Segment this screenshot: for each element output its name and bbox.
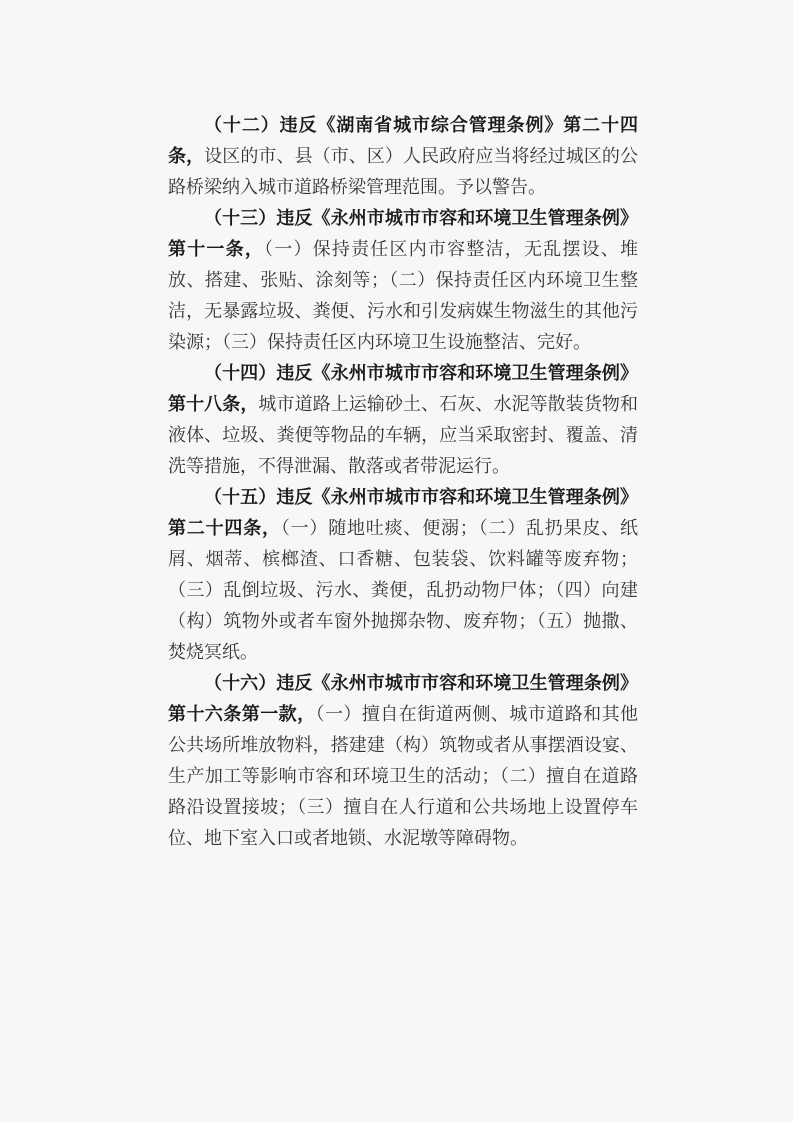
paragraph-12-lead: （十二）违反《湖南省城市综合管理条例》第二十四条， xyxy=(168,115,638,167)
paragraph-14-lead: （十四）违反《永州市城市市容和环境卫生管理条例》第十八条， xyxy=(168,363,638,415)
paragraph-16-lead: （十六）违反《永州市城市市容和环境卫生管理条例》第十六条第一款， xyxy=(168,673,638,725)
paragraph-13 xyxy=(168,203,638,358)
paragraph-15 xyxy=(168,482,638,668)
document-body xyxy=(168,110,638,854)
paragraph-14 xyxy=(168,358,638,482)
paragraph-16 xyxy=(168,668,638,854)
paragraph-13-body: （一）保持责任区内市容整洁，无乱摆设、堆放、搭建、张贴、涂刻等；（二）保持责任区内环境卫生整洁，无暴露垃圾、粪便、污水和引发病媒生物滋生的其他污染源；（三）保持责任区内环境卫生设施整洁、完好。 xyxy=(168,239,639,353)
paragraph-13-lead: （十三）违反《永州市城市市容和环境卫生管理条例》第十一条， xyxy=(168,208,638,260)
paragraph-14-body: 城市道路上运输砂土、石灰、水泥等散装货物和液体、垃圾、粪便等物品的车辆，应当采取密封、覆盖、清洗等措施，不得泄漏、散落或者带泥运行。 xyxy=(168,394,639,477)
paragraph-15-lead: （十五）违反《永州市城市市容和环境卫生管理条例》第二十四条， xyxy=(168,487,638,539)
paragraph-12-body: 设区的市、县（市、区）人民政府应当将经过城区的公路桥梁纳入城市道路桥梁管理范围。予以警告。 xyxy=(168,146,639,198)
paragraph-12 xyxy=(168,110,638,203)
paragraph-16-body: （一）擅自在街道两侧、城市道路和其他公共场所堆放物料，搭建建（构）筑物或者从事摆酒设宴、生产加工等影响市容和环境卫生的活动；（二）擅自在道路路沿设置接坡；（三）擅自在人行道和公共场地上设置停车位、地下室入口或者地锁、水泥墩等障碍物。 xyxy=(168,704,639,849)
paragraph-15-body: （一）随地吐痰、便溺；（二）乱扔果皮、纸屑、烟蒂、槟榔渣、口香糖、包装袋、饮料罐等废弃物；（三）乱倒垃圾、污水、粪便，乱扔动物尸体；（四）向建（构）筑物外或者车窗外抛掷杂物、废弃物；（五）抛撒、焚烧冥纸。 xyxy=(168,518,639,663)
